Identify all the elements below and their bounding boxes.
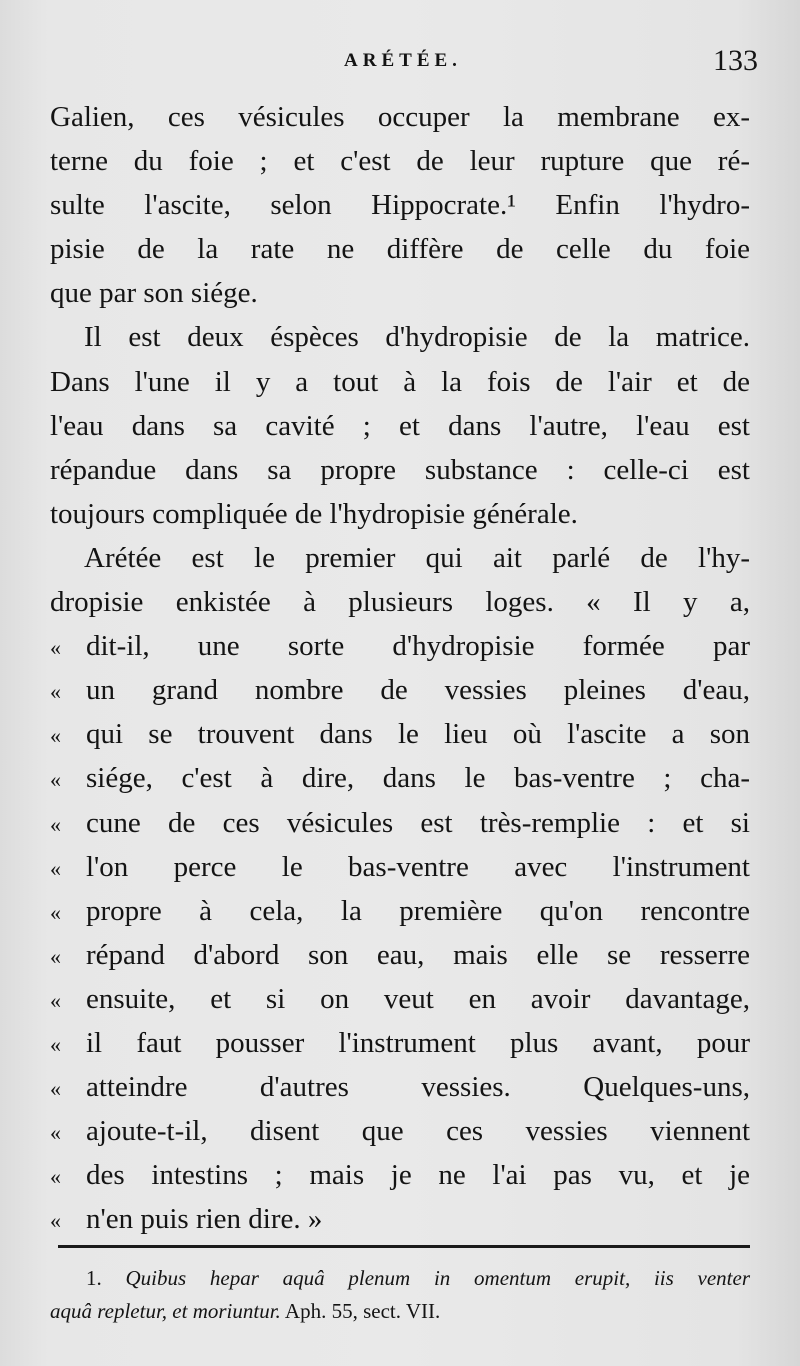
guillemet: « [50,1076,60,1102]
footnote-line [50,1262,750,1295]
text-line: terne du foie ; et c'est de leur rupture que ré- [50,145,750,178]
text-line: toujours compliquée de l'hydropisie générale. [50,497,578,530]
quoted-line: « n'en puis rien dire. » [50,1197,750,1241]
guillemet: « [50,855,60,881]
guillemet: « [50,767,60,793]
running-head [48,44,758,84]
quoted-line: « propre à cela, la première qu'on rencontre [50,889,750,933]
footnote-latin-text: Quibus hepar aquâ plenum in omentum erupit, iis venter [125,1266,751,1290]
text-line: sulte l'ascite, selon Hippocrate.¹ Enfin l'hydro- [50,189,750,222]
text-line: Arétée est le premier qui ait parlé de l'hy- [84,541,750,574]
guillemet: « [50,1164,60,1190]
text-line: Il est deux éspèces d'hydropisie de la matrice. [84,321,750,354]
quoted-line: « l'on perce le bas-ventre avec l'instrument [50,845,750,889]
text-line: Galien, ces vésicules occuper la membrane ex- [50,101,750,133]
text-line: que par son siége. [50,277,258,310]
quoted-line: « atteindre d'autres vessies. Quelques-uns, [50,1065,750,1109]
quoted-line: « ajoute-t-il, disent que ces vessies viennent [50,1109,750,1153]
body-text [50,95,750,1241]
text-line: pisie de la rate ne diffère de celle du foie [50,233,750,266]
guillemet: « [50,1120,60,1146]
text-line: l'eau dans sa cavité ; et dans l'autre, l'eau est [50,409,750,442]
footnote-latin-text: aquâ repletur, et moriuntur. [50,1299,281,1323]
guillemet: « [50,987,60,1013]
quoted-line: « qui se trouvent dans le lieu où l'ascite a son [50,712,750,756]
quoted-line: « des intestins ; mais je ne l'ai pas vu, et je [50,1153,750,1197]
quoted-line: « dit-il, une sorte d'hydropisie formée par [50,624,750,668]
running-title: ARÉTÉE. [344,50,462,71]
guillemet: « [50,899,60,925]
quoted-line: « siége, c'est à dire, dans le bas-ventre ; cha- [50,756,750,800]
quoted-line: « un grand nombre de vessies pleines d'eau, [50,668,750,712]
guillemet: « [50,1031,60,1057]
quoted-line: « ensuite, et si on veut en avoir davantage, [50,977,750,1021]
page-number: 133 [713,44,758,77]
footnote [50,1262,750,1328]
guillemet: « [50,679,60,705]
text-line: répandue dans sa propre substance : celle-ci est [50,453,750,486]
quoted-line: « répand d'abord son eau, mais elle se resserre [50,933,750,977]
text-line: Dans l'une il y a tout à la fois de l'air et de [50,365,750,398]
footnote-rule [58,1245,750,1248]
footnote-line [50,1295,750,1328]
quoted-line: « il faut pousser l'instrument plus avant, pour [50,1021,750,1065]
footnote-citation: Aph. 55, sect. VII. [284,1299,441,1323]
guillemet: « [50,1208,60,1234]
guillemet: « [50,811,60,837]
quoted-line: « cune de ces vésicules est très-remplie : et si [50,801,750,845]
footnote-marker: 1. [86,1266,102,1290]
text-line: dropisie enkistée à plusieurs loges. « Il y a, [50,586,750,619]
guillemet: « [50,943,60,969]
guillemet: « [50,723,60,749]
guillemet: « [50,635,60,661]
